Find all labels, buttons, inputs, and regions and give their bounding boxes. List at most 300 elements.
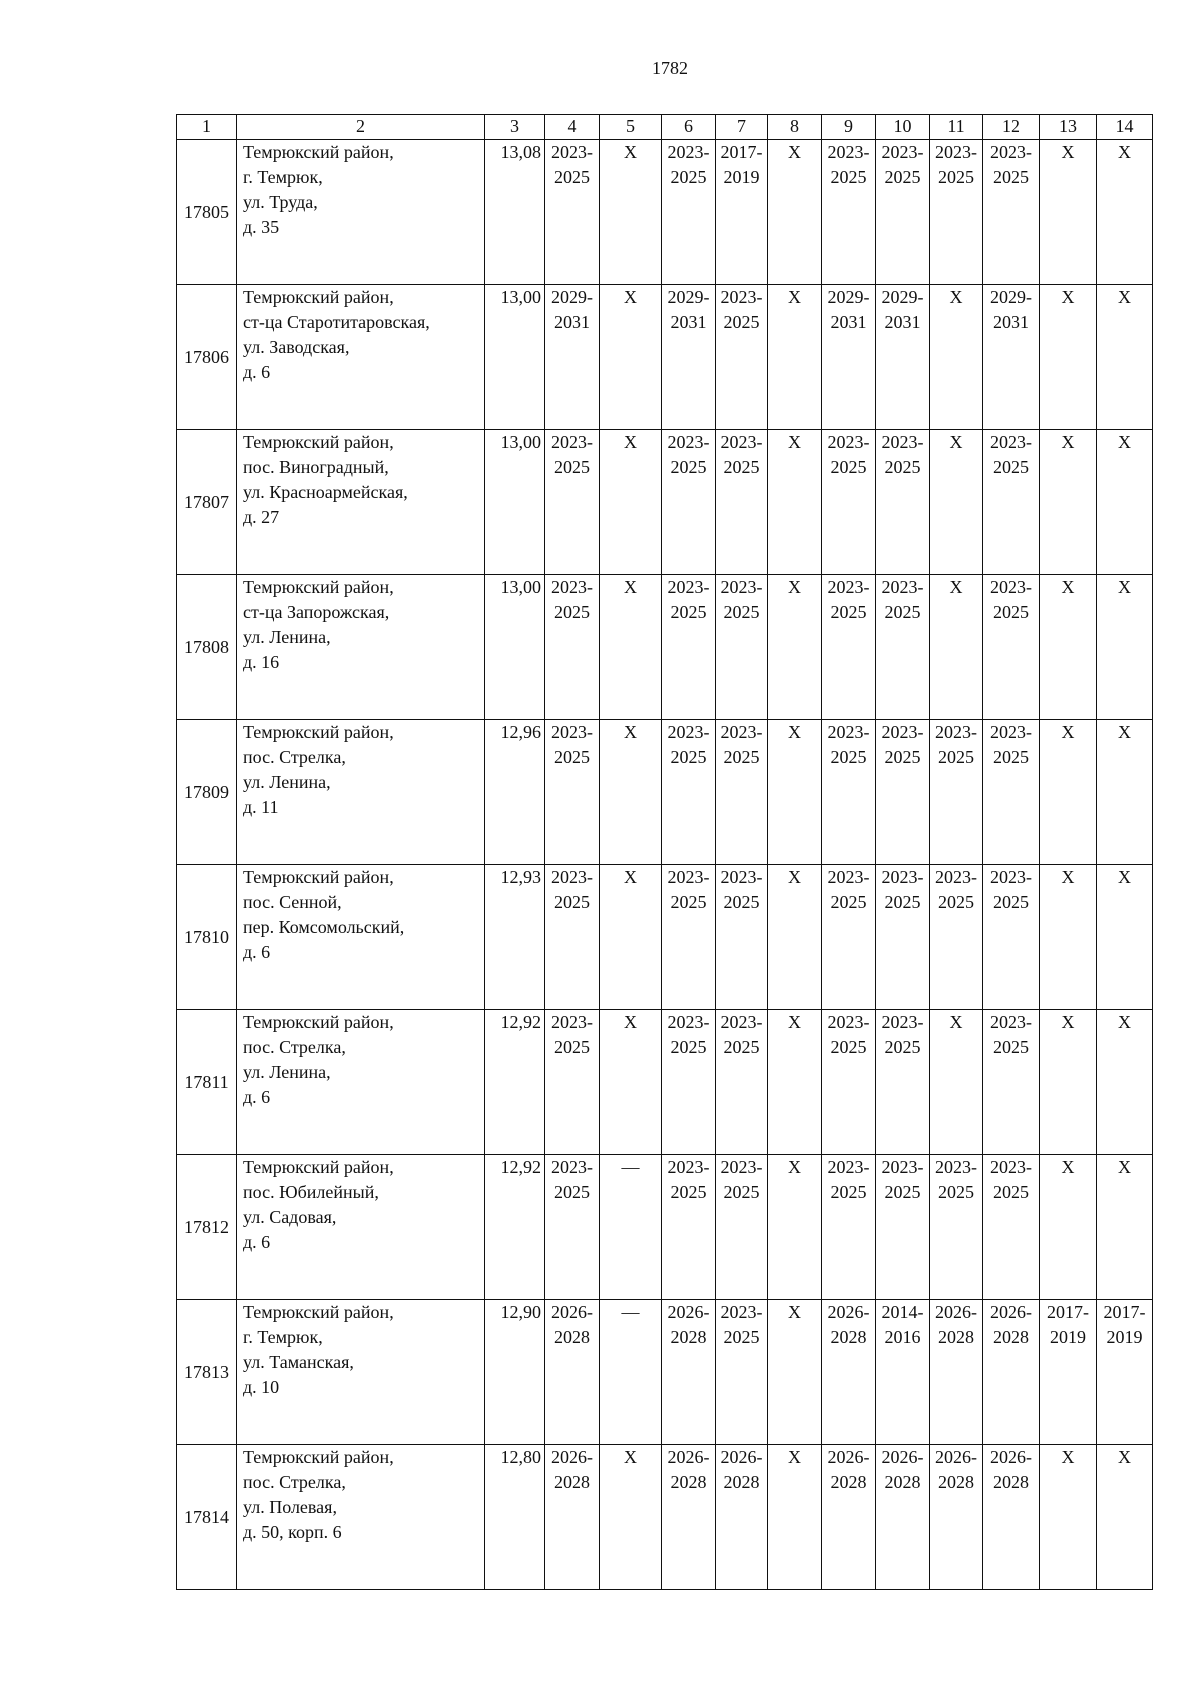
- address-cell: [237, 1010, 485, 1155]
- period-cell: [822, 140, 876, 285]
- period-cell: [876, 1155, 930, 1300]
- period-text: Х: [1118, 1447, 1131, 1467]
- address-cell: [237, 865, 485, 1010]
- period-text: 2025: [884, 457, 921, 477]
- address-line: д. 27: [243, 507, 280, 527]
- address-line: Темрюкский район,: [243, 1302, 394, 1322]
- period-cell: [768, 1010, 822, 1155]
- period-cell: [716, 1300, 768, 1445]
- area-cell: 13,00: [485, 575, 545, 720]
- address-line: Темрюкский район,: [243, 867, 394, 887]
- address-line: д. 35: [243, 217, 280, 237]
- period-cell: [876, 1010, 930, 1155]
- address-line: пос. Юбилейный,: [243, 1182, 379, 1202]
- period-cell: [822, 865, 876, 1010]
- address-line: ул. Красноармейская,: [243, 482, 408, 502]
- period-cell: [1097, 1445, 1153, 1590]
- column-number: 8: [768, 115, 822, 140]
- period-text: 2028: [554, 1327, 590, 1347]
- period-text: 2029-: [551, 287, 593, 307]
- address-line: Темрюкский район,: [243, 1447, 394, 1467]
- period-text: 2023-: [881, 1157, 924, 1177]
- period-cell: [716, 1010, 768, 1155]
- period-cell: [662, 1155, 716, 1300]
- period-text: Х: [1118, 432, 1131, 452]
- period-text: 2025: [993, 747, 1029, 767]
- period-text: Х: [1118, 1157, 1131, 1177]
- address-line: д. 6: [243, 942, 271, 962]
- area-cell: 12,90: [485, 1300, 545, 1445]
- period-cell: [768, 1300, 822, 1445]
- period-text: 2023-: [720, 1302, 763, 1322]
- period-text: 2025: [830, 1182, 867, 1202]
- period-text: 2025: [723, 1327, 760, 1347]
- address-line: Темрюкский район,: [243, 1157, 394, 1177]
- period-text: 2023-: [720, 287, 763, 307]
- period-cell: [876, 865, 930, 1010]
- period-cell: [1097, 720, 1153, 865]
- period-text: 2025: [884, 1182, 921, 1202]
- column-number: 10: [876, 115, 930, 140]
- column-number: 9: [822, 115, 876, 140]
- period-cell: [716, 575, 768, 720]
- period-text: 2023-: [881, 432, 924, 452]
- period-cell: [822, 1155, 876, 1300]
- period-cell: [1097, 285, 1153, 430]
- period-text: 2023-: [935, 867, 977, 887]
- period-text: 2026-: [881, 1447, 924, 1467]
- period-text: 2023-: [881, 722, 924, 742]
- address-line: пер. Комсомольский,: [243, 917, 405, 937]
- row-id: 17808: [177, 575, 237, 720]
- period-text: 2023-: [720, 1157, 763, 1177]
- period-cell: [1097, 1010, 1153, 1155]
- table-row: [177, 1300, 1153, 1445]
- period-cell: [662, 1010, 716, 1155]
- period-text: Х: [1061, 1157, 1075, 1177]
- period-cell: [930, 285, 983, 430]
- period-text: Х: [624, 722, 637, 742]
- period-text: 2029-: [667, 287, 710, 307]
- period-text: 2029-: [990, 287, 1032, 307]
- period-cell: [983, 285, 1040, 430]
- area-cell: 12,80: [485, 1445, 545, 1590]
- address-line: Темрюкский район,: [243, 142, 394, 162]
- period-text: 2023-: [551, 1012, 593, 1032]
- period-text: 2023-: [827, 142, 870, 162]
- period-text: 2023-: [667, 432, 710, 452]
- address-line: пос. Виноградный,: [243, 457, 389, 477]
- address-line: Темрюкский район,: [243, 722, 394, 742]
- period-cell: [983, 1445, 1040, 1590]
- period-text: 2023-: [720, 1012, 763, 1032]
- period-cell: [600, 140, 662, 285]
- period-text: 2025: [938, 167, 974, 187]
- address-cell: [237, 1445, 485, 1590]
- period-text: 2028: [938, 1327, 974, 1347]
- period-text: 2017-: [1103, 1302, 1146, 1322]
- period-text: 2014-: [881, 1302, 924, 1322]
- period-text: 2025: [884, 1037, 921, 1057]
- period-cell: [1040, 1010, 1097, 1155]
- period-text: 2023-: [881, 867, 924, 887]
- period-text: 2023-: [667, 722, 710, 742]
- period-cell: [1040, 1155, 1097, 1300]
- period-cell: [930, 1445, 983, 1590]
- area-cell: 12,92: [485, 1155, 545, 1300]
- period-cell: [822, 1300, 876, 1445]
- period-text: 2023-: [990, 722, 1032, 742]
- table-row: [177, 140, 1153, 285]
- address-line: ул. Садовая,: [243, 1207, 337, 1227]
- table-row: [177, 1445, 1153, 1590]
- period-text: 2025: [670, 747, 707, 767]
- period-cell: [876, 140, 930, 285]
- period-text: 2025: [723, 457, 760, 477]
- period-text: 2023-: [720, 722, 763, 742]
- address-cell: [237, 1155, 485, 1300]
- period-text: 2025: [723, 747, 760, 767]
- period-text: 2026-: [827, 1447, 870, 1467]
- period-text: Х: [1061, 432, 1075, 452]
- period-text: 2023-: [720, 432, 763, 452]
- register-table: [176, 114, 1153, 1590]
- table-row: [177, 720, 1153, 865]
- period-cell: [716, 1155, 768, 1300]
- period-cell: [983, 1010, 1040, 1155]
- period-text: 2025: [554, 457, 590, 477]
- address-cell: [237, 285, 485, 430]
- period-cell: [876, 720, 930, 865]
- period-text: Х: [949, 577, 963, 597]
- column-number: 5: [600, 115, 662, 140]
- period-text: 2025: [830, 747, 867, 767]
- period-text: 2023-: [881, 577, 924, 597]
- period-text: Х: [788, 722, 801, 742]
- period-text: 2023-: [827, 1157, 870, 1177]
- period-text: 2023-: [551, 722, 593, 742]
- address-line: ул. Ленина,: [243, 627, 331, 647]
- period-cell: [983, 575, 1040, 720]
- period-cell: [1097, 1155, 1153, 1300]
- column-number: 12: [983, 115, 1040, 140]
- address-line: Темрюкский район,: [243, 577, 394, 597]
- period-text: 2025: [993, 892, 1029, 912]
- address-line: ул. Ленина,: [243, 1062, 331, 1082]
- period-cell: [545, 720, 600, 865]
- period-text: 2025: [670, 892, 707, 912]
- period-text: Х: [624, 287, 637, 307]
- period-cell: [1040, 1300, 1097, 1445]
- period-text: 2031: [993, 312, 1029, 332]
- area-cell: 12,96: [485, 720, 545, 865]
- period-cell: [1040, 865, 1097, 1010]
- period-cell: [600, 720, 662, 865]
- period-text: 2025: [993, 602, 1029, 622]
- period-text: 2023-: [551, 432, 593, 452]
- period-text: 2028: [670, 1327, 707, 1347]
- period-cell: [822, 720, 876, 865]
- period-text: —: [621, 1302, 640, 1322]
- period-cell: [716, 140, 768, 285]
- period-cell: [983, 430, 1040, 575]
- period-cell: [716, 285, 768, 430]
- period-cell: [662, 285, 716, 430]
- period-cell: [768, 865, 822, 1010]
- period-text: 2026-: [935, 1302, 977, 1322]
- table-row: [177, 1155, 1153, 1300]
- address-cell: [237, 575, 485, 720]
- period-text: 2025: [993, 167, 1029, 187]
- period-cell: [930, 140, 983, 285]
- period-text: 2025: [830, 602, 867, 622]
- period-cell: [662, 140, 716, 285]
- row-id: 17809: [177, 720, 237, 865]
- period-cell: [662, 865, 716, 1010]
- period-text: 2029-: [881, 287, 924, 307]
- period-text: 2028: [993, 1472, 1029, 1492]
- period-text: 2023-: [551, 1157, 593, 1177]
- period-text: 2025: [723, 1182, 760, 1202]
- address-line: ул. Ленина,: [243, 772, 331, 792]
- period-cell: [983, 720, 1040, 865]
- period-text: 2031: [830, 312, 867, 332]
- period-text: Х: [1061, 722, 1075, 742]
- period-cell: [662, 430, 716, 575]
- period-cell: [768, 720, 822, 865]
- period-text: 2023-: [667, 867, 710, 887]
- period-text: 2028: [670, 1472, 707, 1492]
- period-text: 2026-: [990, 1302, 1032, 1322]
- table-row: [177, 1010, 1153, 1155]
- period-text: 2023-: [720, 867, 763, 887]
- period-cell: [545, 285, 600, 430]
- address-line: ул. Труда,: [243, 192, 318, 212]
- period-cell: [768, 430, 822, 575]
- period-text: Х: [949, 287, 963, 307]
- period-cell: [983, 1155, 1040, 1300]
- period-text: 2025: [938, 892, 974, 912]
- row-id: 17810: [177, 865, 237, 1010]
- address-cell: [237, 430, 485, 575]
- area-cell: 13,00: [485, 430, 545, 575]
- period-text: 2025: [830, 457, 867, 477]
- period-text: 2025: [993, 1037, 1029, 1057]
- period-text: 2017-: [720, 142, 763, 162]
- address-line: пос. Стрелка,: [243, 1037, 346, 1057]
- period-text: 2023-: [990, 1012, 1032, 1032]
- period-text: 2023-: [827, 1012, 870, 1032]
- period-text: 2023-: [990, 1157, 1032, 1177]
- column-number: 3: [485, 115, 545, 140]
- period-cell: [1040, 430, 1097, 575]
- period-text: Х: [624, 867, 637, 887]
- period-cell: [600, 1300, 662, 1445]
- row-id: 17806: [177, 285, 237, 430]
- address-line: д. 6: [243, 1232, 271, 1252]
- period-text: 2026-: [551, 1302, 593, 1322]
- address-cell: [237, 140, 485, 285]
- period-text: 2023-: [667, 1012, 710, 1032]
- period-cell: [1040, 140, 1097, 285]
- period-text: 2028: [884, 1472, 921, 1492]
- period-cell: [1040, 720, 1097, 865]
- period-text: 2025: [723, 312, 760, 332]
- period-text: 2023-: [551, 142, 593, 162]
- period-cell: [600, 575, 662, 720]
- period-text: 2028: [554, 1472, 590, 1492]
- row-id: 17805: [177, 140, 237, 285]
- period-cell: [545, 1155, 600, 1300]
- period-text: 2026-: [720, 1447, 763, 1467]
- period-text: 2023-: [667, 1157, 710, 1177]
- period-text: 2025: [884, 892, 921, 912]
- area-cell: 13,00: [485, 285, 545, 430]
- period-text: 2025: [830, 167, 867, 187]
- period-text: 2019: [1050, 1327, 1086, 1347]
- period-cell: [930, 575, 983, 720]
- address-line: д. 6: [243, 362, 271, 382]
- period-cell: [1097, 865, 1153, 1010]
- period-text: 2023-: [551, 577, 593, 597]
- address-line: д. 6: [243, 1087, 271, 1107]
- period-text: 2031: [670, 312, 707, 332]
- period-text: Х: [949, 1012, 963, 1032]
- period-cell: [930, 430, 983, 575]
- row-id: 17813: [177, 1300, 237, 1445]
- period-text: Х: [1061, 142, 1075, 162]
- period-cell: [1040, 285, 1097, 430]
- period-text: 2025: [554, 1037, 590, 1057]
- column-number: 6: [662, 115, 716, 140]
- period-cell: [876, 285, 930, 430]
- period-text: Х: [949, 432, 963, 452]
- address-line: д. 10: [243, 1377, 280, 1397]
- column-number: 1: [177, 115, 237, 140]
- period-cell: [600, 865, 662, 1010]
- period-cell: [545, 140, 600, 285]
- period-cell: [1040, 575, 1097, 720]
- period-text: 2023-: [935, 142, 977, 162]
- area-cell: 12,92: [485, 1010, 545, 1155]
- period-cell: [768, 140, 822, 285]
- period-text: 2025: [938, 747, 974, 767]
- address-line: Темрюкский район,: [243, 432, 394, 452]
- address-line: г. Темрюк,: [243, 167, 323, 187]
- period-text: 2023-: [827, 867, 870, 887]
- area-cell: 13,08: [485, 140, 545, 285]
- period-text: Х: [1061, 1447, 1075, 1467]
- address-line: д. 50, корп. 6: [243, 1522, 342, 1542]
- row-id: 17807: [177, 430, 237, 575]
- period-text: 2016: [884, 1327, 921, 1347]
- table-row: [177, 430, 1153, 575]
- period-cell: [822, 1445, 876, 1590]
- period-cell: [545, 865, 600, 1010]
- period-text: 2026-: [935, 1447, 977, 1467]
- period-text: 2025: [670, 167, 707, 187]
- period-cell: [1097, 430, 1153, 575]
- period-text: 2023-: [827, 577, 870, 597]
- period-text: 2025: [830, 892, 867, 912]
- period-text: Х: [788, 432, 801, 452]
- period-text: 2023-: [667, 577, 710, 597]
- address-line: ул. Заводская,: [243, 337, 350, 357]
- period-cell: [662, 1300, 716, 1445]
- address-line: пос. Сенной,: [243, 892, 342, 912]
- period-cell: [716, 865, 768, 1010]
- period-text: 2025: [993, 457, 1029, 477]
- period-text: 2023-: [827, 432, 870, 452]
- period-text: 2023-: [881, 1012, 924, 1032]
- period-cell: [545, 430, 600, 575]
- period-text: 2031: [554, 312, 590, 332]
- period-text: Х: [1118, 867, 1131, 887]
- page-number: 1782: [652, 58, 688, 78]
- address-line: пос. Стрелка,: [243, 1472, 346, 1492]
- period-text: 2031: [884, 312, 921, 332]
- column-number: 13: [1040, 115, 1097, 140]
- period-text: 2025: [723, 892, 760, 912]
- period-cell: [876, 430, 930, 575]
- address-line: ст-ца Запорожская,: [243, 602, 390, 622]
- address-line: ул. Таманская,: [243, 1352, 354, 1372]
- row-id: 17811: [177, 1010, 237, 1155]
- address-cell: [237, 720, 485, 865]
- period-cell: [983, 140, 1040, 285]
- period-cell: [716, 430, 768, 575]
- period-text: 2026-: [667, 1447, 710, 1467]
- period-text: 2026-: [990, 1447, 1032, 1467]
- period-text: Х: [624, 142, 637, 162]
- address-line: ст-ца Старотитаровская,: [243, 312, 430, 332]
- period-text: Х: [624, 1012, 637, 1032]
- period-cell: [1097, 140, 1153, 285]
- period-cell: [716, 1445, 768, 1590]
- period-text: 2028: [938, 1472, 974, 1492]
- period-text: —: [621, 1157, 640, 1177]
- period-cell: [983, 1300, 1040, 1445]
- period-text: Х: [1061, 867, 1075, 887]
- period-text: 2025: [554, 167, 590, 187]
- period-cell: [930, 1010, 983, 1155]
- period-text: 2023-: [935, 1157, 977, 1177]
- period-text: Х: [1061, 1012, 1075, 1032]
- row-id: 17812: [177, 1155, 237, 1300]
- period-text: 2023-: [990, 577, 1032, 597]
- address-line: г. Темрюк,: [243, 1327, 323, 1347]
- row-id: 17814: [177, 1445, 237, 1590]
- period-text: Х: [624, 577, 637, 597]
- period-cell: [662, 720, 716, 865]
- period-text: 2025: [723, 602, 760, 622]
- period-cell: [545, 1445, 600, 1590]
- period-cell: [768, 1155, 822, 1300]
- period-cell: [876, 575, 930, 720]
- period-text: 2025: [938, 1182, 974, 1202]
- period-text: Х: [788, 1012, 801, 1032]
- column-number: 11: [930, 115, 983, 140]
- period-text: 2025: [554, 602, 590, 622]
- period-text: 2023-: [667, 142, 710, 162]
- period-cell: [822, 575, 876, 720]
- period-text: 2019: [723, 167, 760, 187]
- period-cell: [930, 865, 983, 1010]
- period-text: Х: [788, 1302, 801, 1322]
- address-line: ул. Полевая,: [243, 1497, 337, 1517]
- period-text: Х: [624, 432, 637, 452]
- table-row: [177, 285, 1153, 430]
